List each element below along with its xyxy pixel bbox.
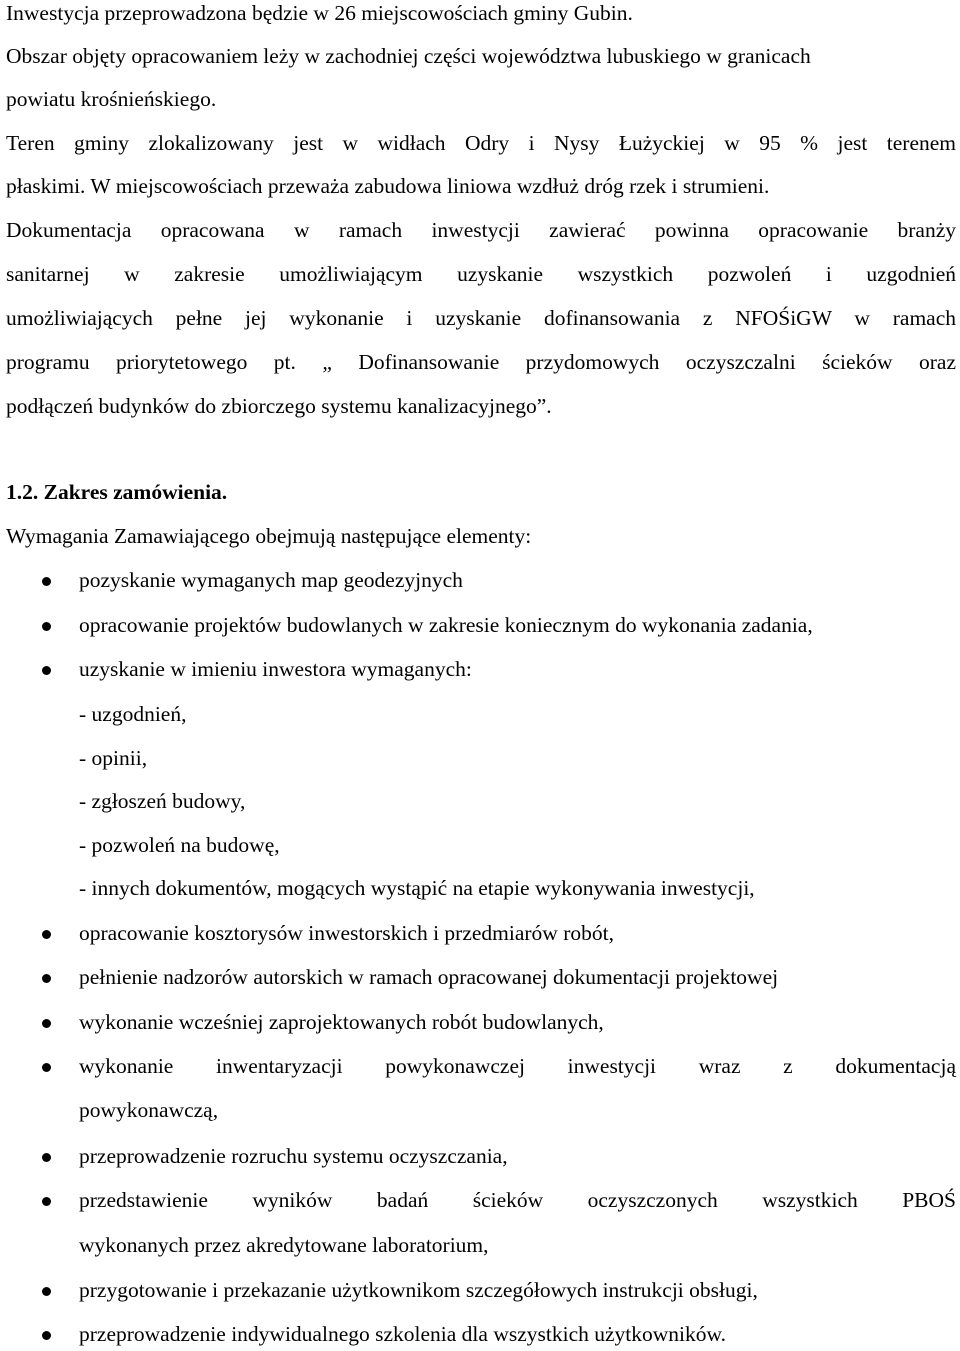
paragraph-line: sanitarnej w zakresie umożliwiającym uzyskanie wszystkich pozwoleń i uzgodnień xyxy=(6,262,956,286)
list-item-continuation: powykonawczą, xyxy=(79,1098,219,1122)
sub-list-item: - uzgodnień, xyxy=(79,702,187,726)
list-item: wykonanie inwentaryzacji powykonawczej inwestycji wraz z dokumentacją xyxy=(79,1054,956,1078)
list-item: pełnienie nadzorów autorskich w ramach opracowanej dokumentacji projektowej xyxy=(79,965,779,989)
sub-list-item: - innych dokumentów, mogących wystąpić na etapie wykonywania inwestycji, xyxy=(79,876,755,900)
bullet-icon xyxy=(42,1019,51,1028)
sub-list-item: - zgłoszeń budowy, xyxy=(79,789,246,813)
list-item: przeprowadzenie indywidualnego szkolenia dla wszystkich użytkowników. xyxy=(79,1322,727,1346)
list-item: opracowanie projektów budowlanych w zakresie koniecznym do wykonania zadania, xyxy=(79,613,813,637)
paragraph-line: Obszar objęty opracowaniem leży w zachodniej części województwa lubuskiego w granicach xyxy=(6,44,811,68)
bullet-icon xyxy=(42,666,51,675)
bullet-icon xyxy=(42,1287,51,1296)
list-item: pozyskanie wymaganych map geodezyjnych xyxy=(79,568,463,592)
paragraph-line: umożliwiających pełne jej wykonanie i uzyskanie dofinansowania z NFOŚiGW w ramach xyxy=(6,306,956,330)
list-item: przygotowanie i przekazanie użytkownikom szczegółowych instrukcji obsługi, xyxy=(79,1278,758,1302)
bullet-icon xyxy=(42,622,51,631)
list-item: opracowanie kosztorysów inwestorskich i przedmiarów robót, xyxy=(79,921,614,945)
paragraph-line: Teren gminy zlokalizowany jest w widłach Odry i Nysy Łużyckiej w 95 % jest terenem xyxy=(6,131,956,155)
list-item: przedstawienie wyników badań ścieków oczyszczonych wszystkich PBOŚ xyxy=(79,1188,956,1212)
list-item: wykonanie wcześniej zaprojektowanych robót budowlanych, xyxy=(79,1010,604,1034)
sub-list-item: - pozwoleń na budowę, xyxy=(79,833,280,857)
paragraph-line: Dokumentacja opracowana w ramach inwestycji zawierać powinna opracowanie branży xyxy=(6,218,956,242)
section-lead: Wymagania Zamawiającego obejmują następujące elementy: xyxy=(6,524,532,548)
list-item-continuation: wykonanych przez akredytowane laboratorium, xyxy=(79,1233,489,1257)
bullet-icon xyxy=(42,974,51,983)
bullet-icon xyxy=(42,577,51,586)
bullet-icon xyxy=(42,1153,51,1162)
bullet-icon xyxy=(42,930,51,939)
bullet-icon xyxy=(42,1331,51,1340)
list-item: przeprowadzenie rozruchu systemu oczyszczania, xyxy=(79,1144,508,1168)
paragraph-line: płaskimi. W miejscowościach przeważa zabudowa liniowa wzdłuż dróg rzek i strumieni. xyxy=(6,174,770,198)
sub-list-item: - opinii, xyxy=(79,746,148,770)
section-heading: 1.2. Zakres zamówienia. xyxy=(6,480,228,504)
paragraph-line: Inwestycja przeprowadzona będzie w 26 miejscowościach gminy Gubin. xyxy=(6,1,633,25)
paragraph-line: podłączeń budynków do zbiorczego systemu kanalizacyjnego”. xyxy=(6,394,552,418)
paragraph-line: powiatu krośnieńskiego. xyxy=(6,87,217,111)
list-item: uzyskanie w imieniu inwestora wymaganych: xyxy=(79,657,472,681)
bullet-icon xyxy=(42,1063,51,1072)
bullet-icon xyxy=(42,1197,51,1206)
paragraph-line: programu priorytetowego pt. „ Dofinansowanie przydomowych oczyszczalni ścieków oraz xyxy=(6,350,956,374)
